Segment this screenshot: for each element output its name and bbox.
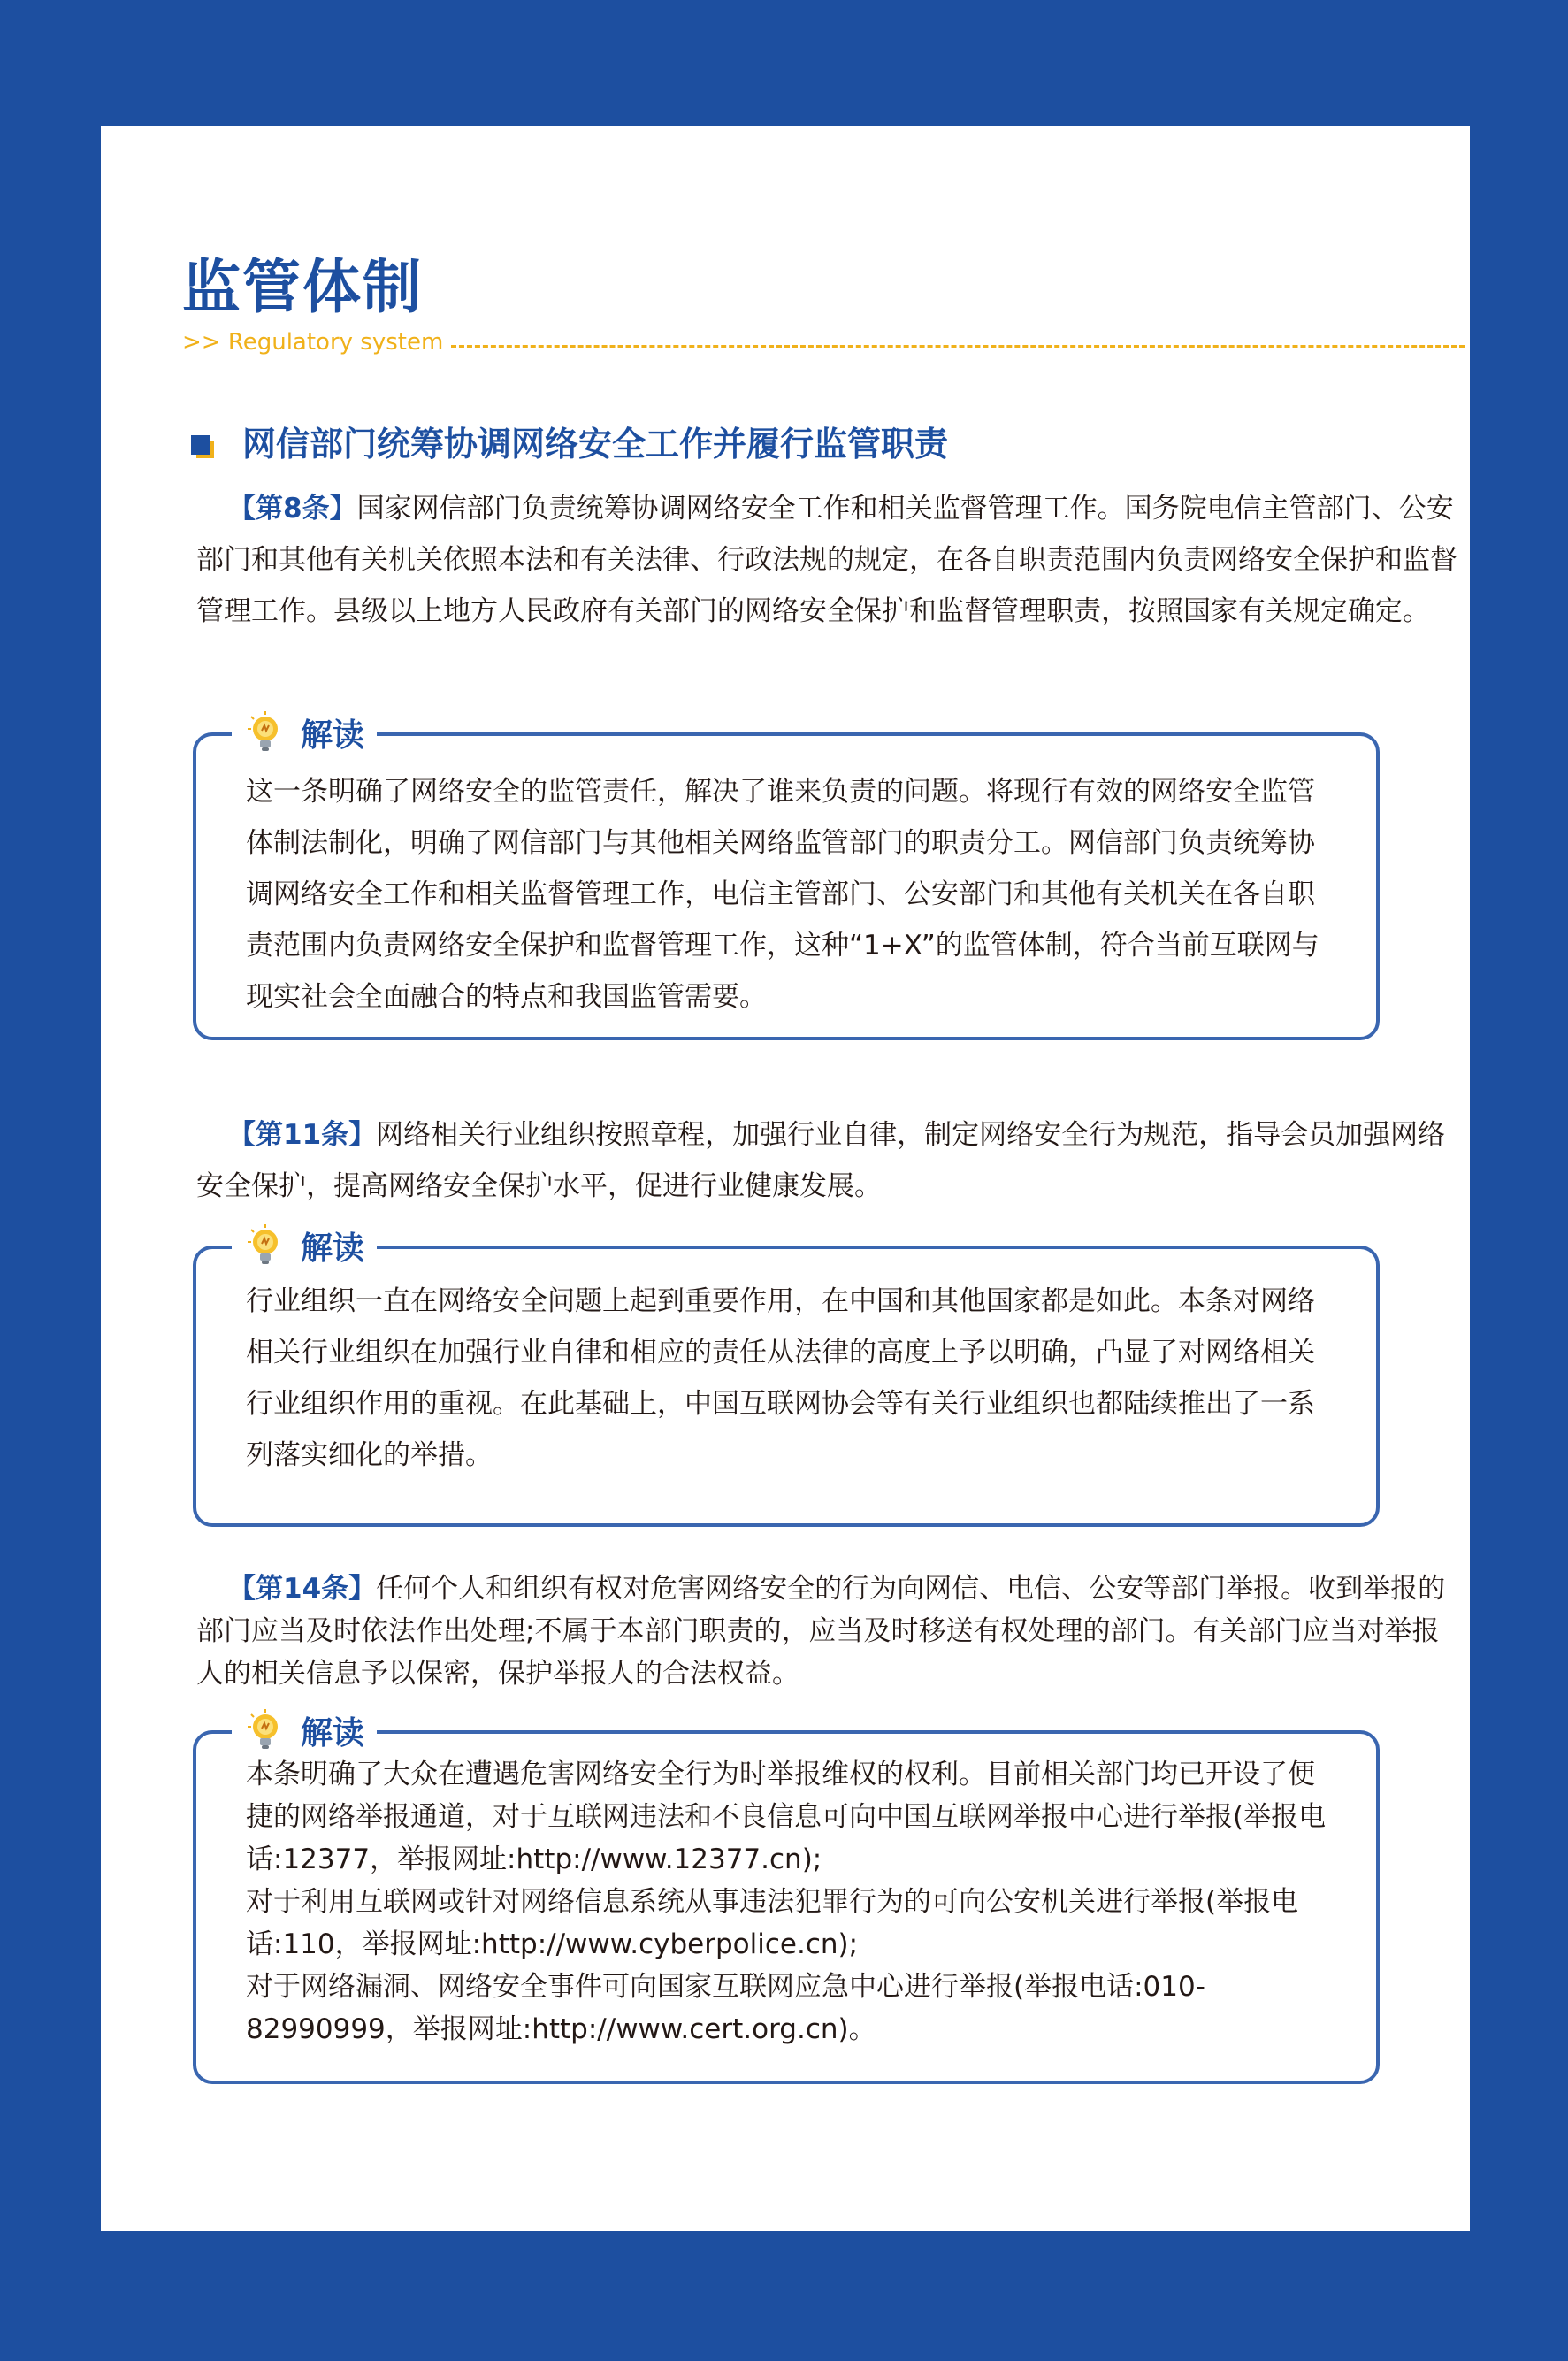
interpretation-header [232, 706, 377, 759]
lightbulb-icon [244, 711, 285, 754]
interpretation-label: 解读 [301, 1714, 365, 1752]
section-subtitle: >> Regulatory system [182, 329, 444, 356]
interpretation-box [193, 1230, 1380, 1527]
article-text: 国家网信部门负责统筹协调网络安全工作和相关监督管理工作。国务院电信主管部门、公安部门和其他有关机关依照本法和有关法律、行政法规的规定，在各自职责范围内负责网络安全保护和监督管理工作。县级以上地方人民政府有关部门的网络安全保护和监督管理职责，按照国家有关规定确定。 [196, 493, 1457, 627]
interpretation-label: 解读 [301, 1230, 365, 1267]
article-14 [196, 1568, 1463, 1695]
article-text: 任何个人和组织有权对危害网络安全的行为向网信、电信、公安等部门举报。收到举报的部门应当及时依法作出处理;不属于本部门职责的，应当及时移送有权处理的部门。有关部门应当对举报人的相关信息予以保密，保护举报人的合法权益。 [196, 1573, 1446, 1690]
interpretation-header [232, 1704, 377, 1757]
article-8 [196, 483, 1463, 637]
lightbulb-icon [244, 1709, 285, 1752]
page-panel [101, 126, 1470, 2231]
article-number: 【第8条】 [228, 493, 357, 525]
interpretation-text: 这一条明确了网络安全的监管责任，解决了谁来负责的问题。将现行有效的网络安全监管体制法制化，明确了网信部门与其他相关网络监管部门的职责分工。网信部门负责统筹协调网络安全工作和相关监督管理工作，电信主管部门、公安部门和其他有关机关在各自职责范围内负责网络安全保护和监督管理工作，这种“1+X”的监管体制，符合当前互联网与现实社会全面融合的特点和我国监管需要。 [246, 776, 1319, 1013]
lightbulb-icon [244, 1224, 285, 1267]
section-title: 监管体制 [182, 253, 423, 321]
interpretation-text: 行业组织一直在网络安全问题上起到重要作用，在中国和其他国家都是如此。本条对网络相关行业组织在加强行业自律和相应的责任从法律的高度上予以明确，凸显了对网络相关行业组织作用的重视。在此基础上，中国互联网协会等有关行业组织也都陆续推出了一系列落实细化的举措。 [246, 1285, 1315, 1471]
interpretation-line: 本条明确了大众在遭遇危害网络安全行为时举报维权的权利。目前相关部门均已开设了便捷的网络举报通道，对于互联网违法和不良信息可向中国互联网举报中心进行举报(举报电话:12377，举报网址:http://www.12377.cn); [246, 1759, 1327, 1875]
interpretation-line: 对于利用互联网或针对网络信息系统从事违法犯罪行为的可向公安机关进行举报(举报电话:110，举报网址:http://www.cyberpolice.cn); [246, 1886, 1299, 1960]
interpretation-header [232, 1219, 377, 1272]
article-number: 【第14条】 [228, 1573, 377, 1605]
interpretation-text [196, 1734, 1376, 2051]
square-marker-icon [191, 435, 214, 458]
article-text: 网络相关行业组织按照章程，加强行业自律，制定网络安全行为规范，指导会员加强网络安全保护，提高网络安全保护水平，促进行业健康发展。 [196, 1119, 1446, 1202]
section-divider [451, 345, 1465, 348]
subsection-title: 网信部门统筹协调网络安全工作并履行监管职责 [242, 425, 949, 464]
article-number: 【第11条】 [228, 1119, 377, 1151]
article-11 [196, 1109, 1463, 1212]
interpretation-line: 对于网络漏洞、网络安全事件可向国家互联网应急中心进行举报(举报电话:010-82990999，举报网址:http://www.cert.org.cn)。 [246, 1971, 1205, 2045]
interpretation-label: 解读 [301, 717, 365, 754]
interpretation-box [193, 717, 1380, 1040]
interpretation-box [193, 1714, 1380, 2084]
